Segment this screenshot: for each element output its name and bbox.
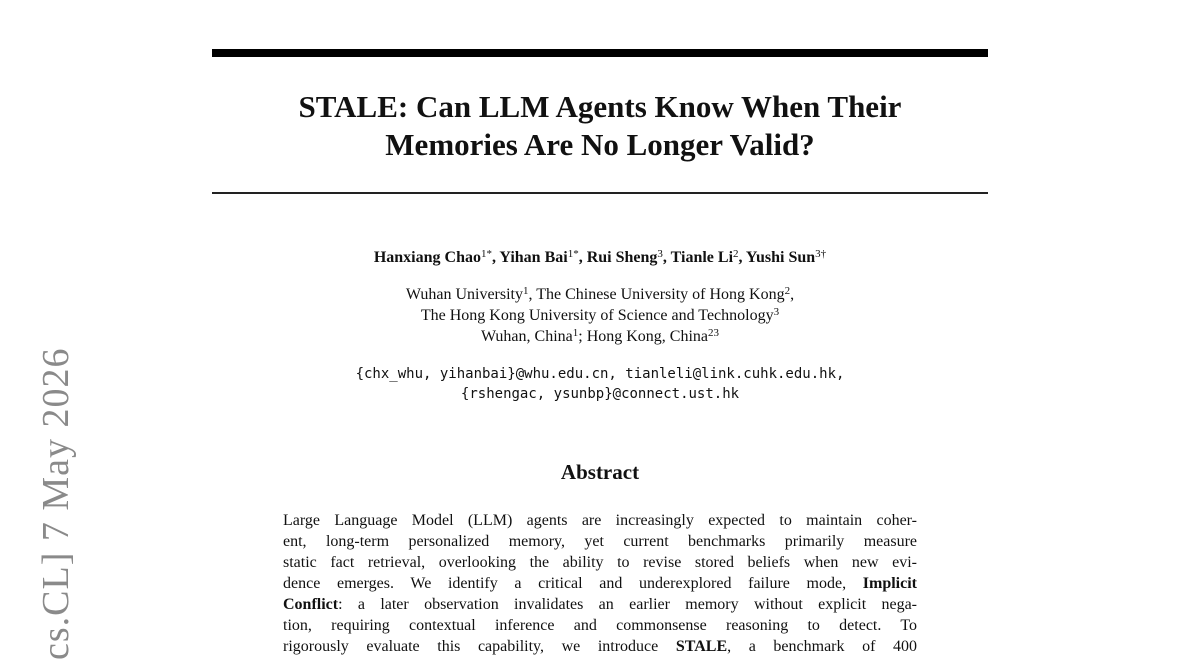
title-bottom-rule (212, 192, 988, 194)
author-separator: , (491, 249, 500, 266)
author-list (212, 249, 988, 267)
author-separator: , (578, 249, 587, 266)
title-top-rule (212, 49, 988, 57)
title-line: Memories Are No Longer Valid? (385, 127, 815, 162)
abstract-line: static fact retrieval, overlooking the ability to revise stored beliefs when new evi- (283, 554, 917, 571)
arxiv-stamp: cs.CL] 7 May 2026 (35, 347, 77, 660)
abstract-line: Large Language Model (LLM) agents are increasingly expected to maintain coher- (283, 512, 917, 529)
author-name: Yihan Bai (499, 249, 568, 266)
affiliation-line: Wuhan, China$^1$; Hong Kong, China$^{23}$ (480, 327, 720, 345)
author-separator: , (738, 249, 746, 266)
author-name: Hanxiang Chao (373, 249, 481, 266)
author-affil-mark: 1* (567, 248, 579, 260)
author-affil-mark: 1* (480, 248, 492, 260)
email-line: {chx_whu, yihanbai}@whu.edu.cn, tianleli@link.cuhk.edu.hk, (355, 366, 845, 382)
abstract-line: ent, long-term personalized memory, yet current benchmarks primarily measure (283, 533, 917, 550)
author-affil-mark: 2 (733, 248, 739, 260)
abstract-line: tion, requiring contextual inference and commonsense reasoning to detect. To (283, 617, 917, 634)
abstract-body (283, 510, 917, 657)
author-emails (212, 364, 988, 404)
paper-title (212, 88, 988, 164)
author-affil-mark: 3† (815, 248, 827, 260)
author-separator: , (662, 249, 671, 266)
abstract-line: Conflict: a later observation invalidates an earlier memory without explicit nega- (283, 596, 917, 613)
author-name: Tianle Li (670, 249, 734, 266)
author-name: Yushi Sun (745, 249, 816, 266)
abstract-line: dence emerges. We identify a critical and underexplored failure mode, Implicit (283, 575, 917, 592)
affiliation-line: Wuhan University$^1$, The Chinese University of Hong Kong$^2$, (405, 285, 795, 303)
abstract-line: rigorously evaluate this capability, we introduce STALE, a benchmark of 400 (283, 638, 918, 655)
affiliations (212, 284, 988, 347)
author-affil-mark: 3 (657, 248, 663, 260)
author-name: Rui Sheng (586, 249, 658, 266)
affiliation-line: The Hong Kong University of Science and Technology$^3$ (420, 306, 780, 324)
abstract-heading: Abstract (560, 460, 640, 484)
title-line: STALE: Can LLM Agents Know When Their (298, 89, 902, 124)
email-line: {rshengac, ysunbp}@connect.ust.hk (460, 386, 740, 402)
